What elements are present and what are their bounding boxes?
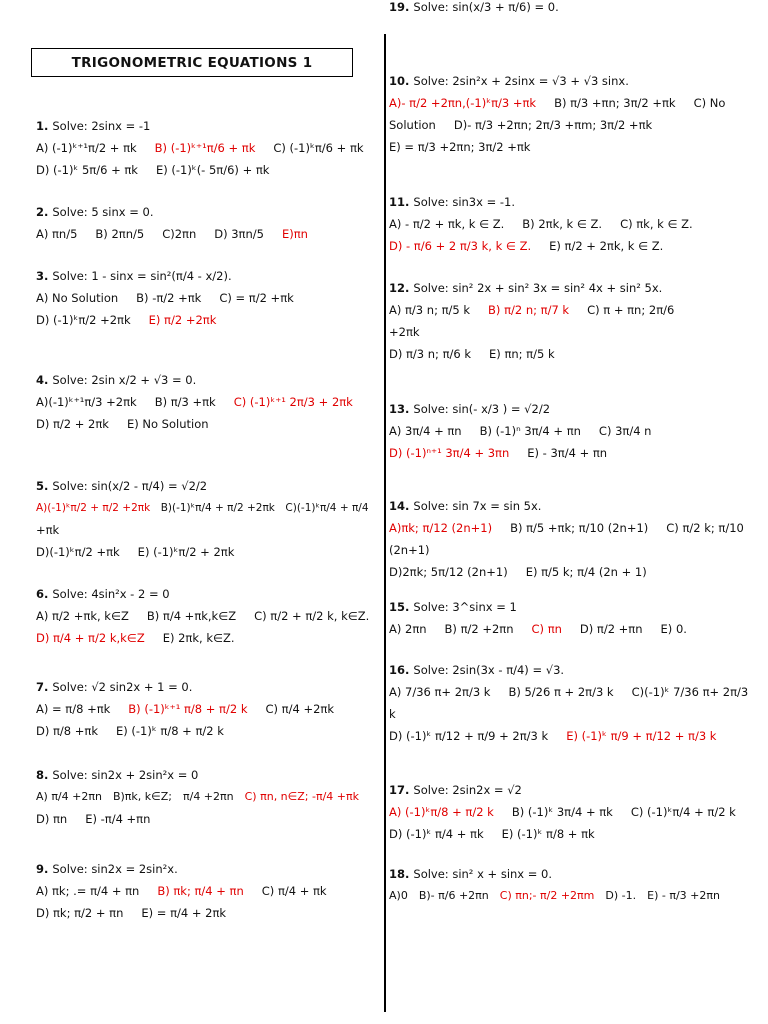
problem-3 [36,269,376,327]
answer-option: D)(-1)ᵏπ/2 +πk [36,545,120,559]
problem-question [389,74,749,88]
answer-row [36,724,376,738]
answer-option-correct: A) (-1)ᵏπ/8 + π/2 k [389,805,494,819]
problem-question [389,499,749,513]
problem-question-text: Solve: 1 - sinx = sin²(π/4 - x/2). [52,269,232,283]
problem-question-text: Solve: √2 sin2x + 1 = 0. [52,680,193,694]
answer-option: D) (-1)ᵏ 5π/6 + πk [36,163,138,177]
problem-16 [389,663,749,743]
answer-option: E) - π/3 +2πn [647,889,720,902]
answer-option: D)2πk; 5π/12 (2n+1) [389,565,508,579]
answer-option: π/4 +2πn [182,790,234,803]
answer-option: B)(-1)ᵏπ/4 + π/2 +2πk [160,502,275,514]
answer-option: B)- π/6 +2πn [418,889,489,902]
answer-row [36,227,376,241]
problem-number: 1. [36,119,53,133]
answer-row [389,685,749,699]
problem-13 [389,402,749,460]
problem-question-text: Solve: sin² x + sinx = 0. [413,867,553,881]
answer-option: C) π/2 + π/2 k, k∈Z. [254,609,370,623]
problem-number: 16. [389,663,414,677]
column-divider [384,34,386,1012]
problem-question-text: Solve: 3^sinx = 1 [413,600,517,614]
answer-row [389,543,749,557]
answer-row [36,417,376,431]
answer-option: A) π/2 +πk, k∈Z [36,609,129,623]
answer-option: D) (-1)ᵏ π/12 + π/9 + 2π/3 k [389,729,549,743]
answer-row [36,631,376,645]
problem-question-text: Solve: 2sin(3x - π/4) = √3. [413,663,565,677]
problem-9 [36,862,376,920]
answer-option: D) 3πn/5 [214,227,264,241]
answer-option-correct: D) π/4 + π/2 k,k∈Z [36,631,145,645]
answer-option: +2πk [389,325,420,339]
answer-option: C) No [693,96,726,110]
answer-option: k [389,707,396,721]
answer-row [389,325,749,339]
answer-option: A)0 [389,889,408,902]
problem-question-text: Solve: sin² 2x + sin² 3x = sin² 4x + sin² 5x. [413,281,663,295]
answer-option: E) = π/3 +2πn; 3π/2 +πk [389,140,531,154]
problem-number: 2. [36,205,53,219]
answer-option: D) π/3 n; π/6 k [389,347,472,361]
answer-option-correct: C) πn;- π/2 +2πm [499,889,595,902]
answer-option-correct: E)πn [281,227,308,241]
answer-option: B) 5/26 π + 2π/3 k [508,685,614,699]
worksheet-title [31,48,353,77]
problem-18 [389,867,749,903]
answer-option: E) (-1)ᵏ π/8 + π/2 k [116,724,224,738]
answer-row [389,622,749,636]
answer-option-correct: A)- π/2 +2πn,(-1)ᵏπ/3 +πk [389,96,537,110]
problem-15 [389,600,749,636]
problem-12 [389,281,749,361]
answer-option: B) π/3 +πn; 3π/2 +πk [554,96,676,110]
answer-option: A) πn/5 [36,227,78,241]
problem-number: 6. [36,587,53,601]
answer-option: E) (-1)ᵏ π/8 + πk [501,827,595,841]
answer-row [389,96,749,110]
problem-question-text: Solve: 2sin2x = √2 [413,783,522,797]
answer-row [389,707,749,721]
problem-question-text: Solve: 4sin²x - 2 = 0 [52,587,170,601]
answer-option: D) π/2 +πn [579,622,643,636]
answer-row [36,523,376,537]
answer-option: +πk [36,523,60,537]
answer-option: B) π/4 +πk,k∈Z [146,609,237,623]
answer-row [36,141,376,155]
answer-option-correct: D) (-1)ⁿ⁺¹ 3π/4 + 3πn [389,446,510,460]
problem-question [36,862,376,876]
answer-option: A) 7/36 π+ 2π/3 k [389,685,491,699]
answer-option: E) (-1)ᵏ(- 5π/6) + πk [155,163,270,177]
answer-option: C) πk, k ∈ Z. [620,217,693,231]
answer-option: B) 2πn/5 [95,227,145,241]
answer-row [389,827,749,841]
answer-option: A) π/3 n; π/5 k [389,303,471,317]
answer-option: C)(-1)ᵏ 7/36 π+ 2π/3 [631,685,749,699]
problem-2 [36,205,376,241]
answer-row [36,291,376,305]
problem-question [389,867,749,881]
problem-number: 12. [389,281,414,295]
answer-row [389,521,749,535]
answer-option-correct: C) πn, n∈Z; -π/4 +πk [244,790,359,803]
problem-number: 15. [389,600,414,614]
problem-10 [389,74,749,154]
problem-question-text: Solve: sin2x = 2sin²x. [52,862,178,876]
answer-option: E) (-1)ᵏπ/2 + 2πk [137,545,235,559]
answer-option: C)2πn [162,227,197,241]
problem-question [36,205,376,219]
problem-number: 4. [36,373,53,387]
problem-14 [389,499,749,579]
answer-row [389,303,749,317]
answer-option: C) 3π/4 n [598,424,652,438]
answer-option: D)- π/3 +2πn; 2π/3 +πm; 3π/2 +πk [453,118,653,132]
answer-option: D) π/2 + 2πk [36,417,109,431]
answer-option: E) π/2 + 2πk, k ∈ Z. [549,239,664,253]
problem-number: 9. [36,862,53,876]
problem-17 [389,783,749,841]
problem-question [389,0,749,14]
answer-option: A) No Solution [36,291,119,305]
answer-row [36,790,376,804]
problem-question [36,680,376,694]
answer-option: A)(-1)ᵏ⁺¹π/3 +2πk [36,395,137,409]
problem-question [36,768,376,782]
problem-6 [36,587,376,645]
problem-question [389,281,749,295]
answer-option: E) 0. [660,622,687,636]
answer-option: E) - 3π/4 + πn [527,446,608,460]
answer-option: C) π + πn; 2π/6 [587,303,675,317]
answer-row [389,424,749,438]
answer-option: E) No Solution [126,417,209,431]
problem-question [389,402,749,416]
answer-row [389,729,749,743]
problem-question [389,195,749,209]
worksheet-title-text: TRIGONOMETRIC EQUATIONS 1 [71,54,313,71]
problem-question-text: Solve: sin 7x = sin 5x. [413,499,542,513]
answer-option-correct: A)πk; π/12 (2n+1) [389,521,493,535]
answer-option: B) -π/2 +πk [136,291,202,305]
answer-option: B) π/5 +πk; π/10 (2n+1) [510,521,649,535]
answer-row [36,313,376,327]
answer-option-correct: A)(-1)ᵏπ/2 + π/2 +2πk [36,502,151,514]
answer-option-correct: B) πk; π/4 + πn [157,884,244,898]
answer-option: C) π/4 + πk [261,884,327,898]
answer-option: A) = π/8 +πk [36,702,111,716]
problem-number: 11. [389,195,414,209]
answer-row [389,118,749,132]
answer-option: D) -1. [605,889,637,902]
problem-7 [36,680,376,738]
problem-question-text: Solve: sin(- x/3 ) = √2/2 [413,402,551,416]
problem-number: 8. [36,768,53,782]
problem-number: 18. [389,867,414,881]
answer-option-correct: E) (-1)ᵏ π/9 + π/12 + π/3 k [566,729,717,743]
problem-question [36,373,376,387]
problem-4 [36,373,376,431]
problem-11 [389,195,749,253]
answer-option: D) πn [36,812,68,826]
problem-8 [36,768,376,826]
problem-number: 5. [36,479,53,493]
answer-option: D) (-1)ᵏ π/4 + πk [389,827,484,841]
problem-number: 14. [389,499,414,513]
answer-option: B) π/3 +πk [154,395,216,409]
problem-question-text: Solve: 2sin²x + 2sinx = √3 + √3 sinx. [413,74,629,88]
answer-option-correct: C) πn [531,622,562,636]
answer-option: B) π/2 +2πn [444,622,514,636]
answer-option: E) = π/4 + 2πk [141,906,227,920]
answer-option: A) (-1)ᵏ⁺¹π/2 + πk [36,141,137,155]
answer-option: D) (-1)ᵏπ/2 +2πk [36,313,131,327]
answer-row [36,906,376,920]
problem-5 [36,479,376,559]
answer-row [36,884,376,898]
answer-option: Solution [389,118,436,132]
problem-question [389,663,749,677]
answer-row [389,347,749,361]
problem-question-text: Solve: 5 sinx = 0. [52,205,154,219]
problem-question [36,479,376,493]
answer-row [389,446,749,460]
answer-row [389,140,749,154]
answer-option: B) (-1)ⁿ 3π/4 + πn [479,424,581,438]
problem-number: 3. [36,269,53,283]
answer-option: D) πk; π/2 + πn [36,906,124,920]
answer-option: C) = π/2 +πk [219,291,294,305]
problem-1 [36,119,376,177]
problem-question-text: Solve: 2sinx = -1 [52,119,151,133]
answer-option: C) π/4 +2πk [265,702,334,716]
answer-row [36,501,376,515]
answer-option: A) 3π/4 + πn [389,424,462,438]
answer-option: E) πn; π/5 k [489,347,555,361]
answer-row [36,163,376,177]
problem-question [389,783,749,797]
answer-row [36,702,376,716]
problem-question-text: Solve: 2sin x/2 + √3 = 0. [52,373,197,387]
problem-number: 17. [389,783,414,797]
answer-option: C) (-1)ᵏπ/6 + πk [273,141,364,155]
answer-row [389,239,749,253]
problem-number: 19. [389,0,414,14]
answer-option: E) -π/4 +πn [85,812,151,826]
answer-option-correct: C) (-1)ᵏ⁺¹ 2π/3 + 2πk [233,395,353,409]
problem-question [36,587,376,601]
answer-row [36,395,376,409]
problem-question [36,119,376,133]
answer-option: B)πk, k∈Z; [112,790,172,803]
problem-question-text: Solve: sin(x/2 - π/4) = √2/2 [52,479,208,493]
answer-option: A) 2πn [389,622,427,636]
answer-row [389,805,749,819]
answer-option: B) (-1)ᵏ 3π/4 + πk [511,805,613,819]
answer-option: C)(-1)ᵏπ/4 + π/4 [285,502,369,514]
answer-row [389,889,749,903]
answer-row [36,545,376,559]
problem-number: 13. [389,402,414,416]
answer-option-correct: D) - π/6 + 2 π/3 k, k ∈ Z. [389,239,532,253]
problem-question-text: Solve: sin(x/3 + π/6) = 0. [413,0,559,14]
answer-option: A) π/4 +2πn [36,790,102,803]
answer-option: D) π/8 +πk [36,724,98,738]
answer-option: B) 2πk, k ∈ Z. [522,217,603,231]
answer-option-correct: B) π/2 n; π/7 k [488,303,570,317]
problem-19 [389,0,749,14]
answer-option: (2n+1) [389,543,430,557]
problem-number: 10. [389,74,414,88]
problem-number: 7. [36,680,53,694]
problem-question-text: Solve: sin2x + 2sin²x = 0 [52,768,199,782]
answer-option: C) π/2 k; π/10 [666,521,744,535]
answer-row [36,812,376,826]
answer-option: C) (-1)ᵏπ/4 + π/2 k [630,805,736,819]
problem-question-text: Solve: sin3x = -1. [413,195,515,209]
answer-option-correct: E) π/2 +2πk [148,313,217,327]
answer-option-correct: B) (-1)ᵏ⁺¹π/6 + πk [154,141,256,155]
answer-option: E) π/5 k; π/4 (2n + 1) [525,565,647,579]
problem-question [36,269,376,283]
answer-option: E) 2πk, k∈Z. [162,631,235,645]
answer-option: A) πk; .= π/4 + πn [36,884,140,898]
answer-row [389,565,749,579]
answer-option: A) - π/2 + πk, k ∈ Z. [389,217,505,231]
answer-row [389,217,749,231]
answer-row [36,609,376,623]
answer-option-correct: B) (-1)ᵏ⁺¹ π/8 + π/2 k [128,702,248,716]
problem-question [389,600,749,614]
